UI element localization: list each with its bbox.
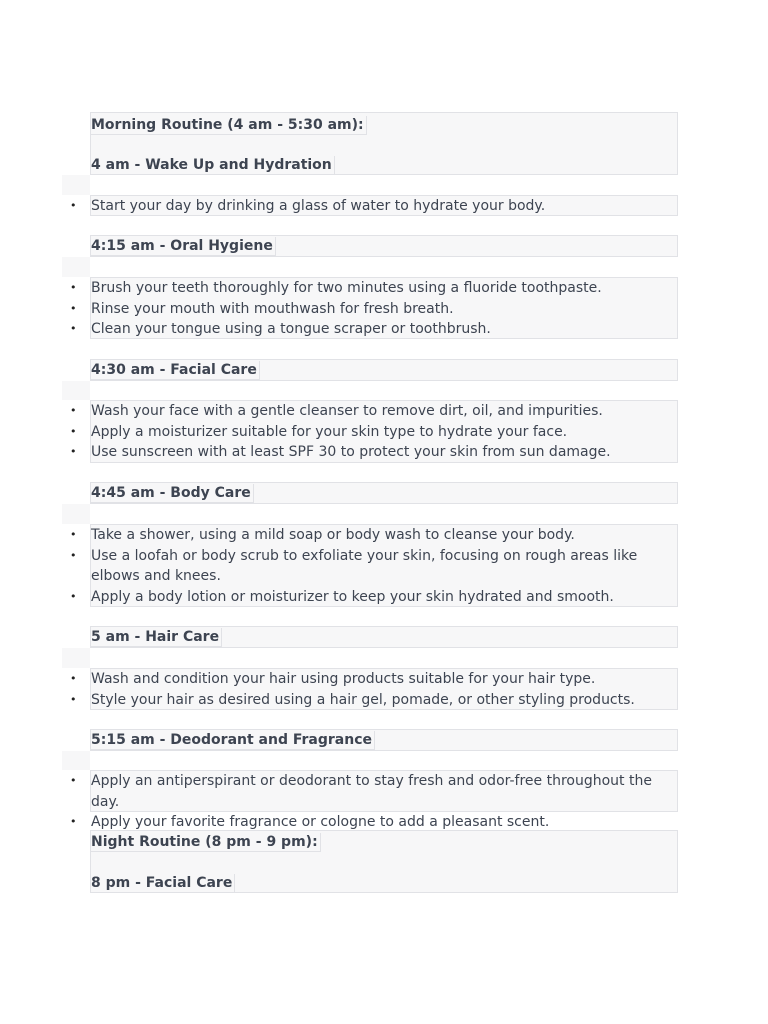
bullet-icon: • [70,404,77,417]
gutter-band [62,751,90,770]
section-heading-block-body [90,482,678,504]
section-heading-hair-care: 5 am - Hair Care [91,628,222,647]
section-heading-night-facial-care: 8 pm - Facial Care [91,874,235,893]
section-heading-block-hair [90,626,678,648]
section-heading-facial-care: 4:30 am - Facial Care [91,361,260,380]
section-heading-block-deodorant [90,729,678,751]
list-item [70,319,677,340]
bullet-list [70,669,677,710]
morning-header-block [90,112,678,175]
list-item-text: Apply your favorite fragrance or cologne to add a pleasant scent. [91,814,550,830]
section-heading-wake-up: 4 am - Wake Up and Hydration [91,156,335,175]
gutter-band [62,381,90,400]
list-item-text: Rinse your mouth with mouthwash for fresh breath. [91,300,454,317]
list-item-text: Brush your teeth thoroughly for two minutes using a fluoride toothpaste. [91,280,602,296]
list-item [70,422,677,443]
section-heading-block-oral [90,235,678,257]
section-heading-oral-hygiene: 4:15 am - Oral Hygiene [91,237,276,256]
section-heading-block-facial [90,359,678,381]
list-item [70,278,677,299]
bullet-list [70,771,677,833]
section-heading-deodorant-fragrance: 5:15 am - Deodorant and Fragrance [91,731,375,750]
section-heading-body-care: 4:45 am - Body Care [91,484,254,503]
bullet-icon: • [70,281,77,294]
list-item-text: Apply a body lotion or moisturizer to keep your skin hydrated and smooth. [91,588,614,605]
list-item [70,771,677,812]
bullet-icon: • [70,322,77,335]
list-item [70,299,677,320]
night-header-block [90,830,678,893]
night-routine-title: Night Routine (8 pm - 9 pm): [91,833,321,852]
list-item-text: Start your day by drinking a glass of water to hydrate your body. [91,198,546,214]
list-item-text: Style your hair as desired using a hair gel, pomade, or other styling products. [91,691,635,708]
gutter-band [62,504,90,524]
gutter-band [62,648,90,668]
list-item [70,669,677,690]
bullet-icon: • [70,815,77,828]
list-item [70,401,677,422]
list-item [70,546,677,587]
bullet-icon: • [70,424,77,438]
bullet-icon: • [70,528,77,541]
list-item-text: Apply an antiperspirant or deodorant to stay fresh and odor-free throughout the day. [91,773,652,810]
bullet-list [70,196,677,217]
section-list-hair [70,668,678,710]
bullet-icon: • [70,589,77,603]
bullet-icon: • [70,548,77,562]
bullet-list [70,525,677,607]
list-item [70,690,677,711]
bullet-list [70,278,677,340]
bullet-icon: • [70,301,77,315]
gutter-band [62,257,90,277]
section-list-wake-up [70,195,678,216]
list-item-text: Take a shower, using a mild soap or body wash to cleanse your body. [91,527,575,543]
list-item-text: Use sunscreen with at least SPF 30 to protect your skin from sun damage. [91,444,611,460]
list-item-text: Wash your face with a gentle cleanser to remove dirt, oil, and impurities. [91,403,603,419]
list-item-text: Wash and condition your hair using products suitable for your hair type. [91,671,596,687]
section-list-facial [70,400,678,463]
bullet-list [70,401,677,463]
bullet-icon: • [70,692,77,706]
list-item-text: Clean your tongue using a tongue scraper or toothbrush. [91,321,491,337]
bullet-icon: • [70,774,77,787]
list-item [70,442,677,463]
gutter-band [62,175,90,195]
list-item [70,196,677,217]
bullet-icon: • [70,672,77,685]
bullet-icon: • [70,445,77,458]
list-item [70,587,677,608]
section-list-deodorant [70,770,678,830]
section-list-oral [70,277,678,339]
morning-routine-title: Morning Routine (4 am - 5:30 am): [91,116,367,135]
section-list-body [70,524,678,607]
bullet-icon: • [70,199,77,212]
list-item-text: Apply a moisturizer suitable for your skin type to hydrate your face. [91,423,568,440]
list-item-text: Use a loofah or body scrub to exfoliate your skin, focusing on rough areas like elbows and knees. [91,547,638,584]
list-item [70,525,677,546]
